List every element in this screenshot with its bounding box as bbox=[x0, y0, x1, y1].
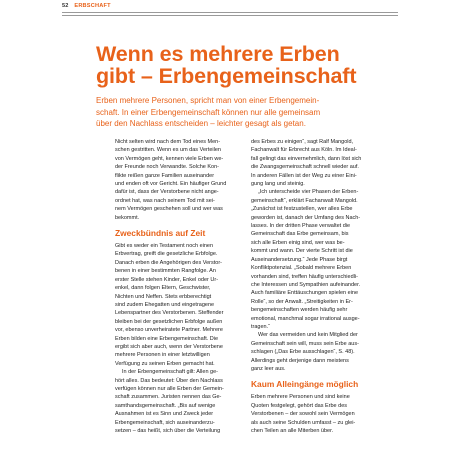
text-line: als auch seine Schulden umfasst – zu glei- bbox=[251, 419, 356, 426]
text-line: Rolle“, so der Anwalt. „Streitigkeiten in Er- bbox=[251, 298, 353, 305]
page-header bbox=[62, 3, 111, 9]
text-line: samthandsgemeinschaft. „Bis auf wenige bbox=[115, 402, 216, 409]
text-line: Erbvertrag, greift die gesetzliche Erbfolge. bbox=[115, 251, 218, 258]
text-line: die Zwangsgemeinschaft schnell wieder auf. bbox=[251, 164, 359, 171]
text-line: der Freunde noch Verwandte. Solche Kon- bbox=[115, 164, 219, 171]
text-line: Nicht selten wird nach dem Tod eines Men- bbox=[115, 139, 221, 145]
text-line: ergibt sich aber auch, wenn der Verstorbene bbox=[115, 343, 223, 350]
text-line: Lebenspartner des Verstorbenen. Steffender bbox=[115, 310, 224, 317]
text-line: verfügen können nur alle Erben der Gemein- bbox=[115, 385, 224, 392]
section-label: ERBSCHAFT bbox=[74, 3, 111, 9]
text-line: kommt und wann. Der vierte Schritt ist die bbox=[251, 248, 353, 255]
text-line: ganz leer aus. bbox=[251, 365, 286, 372]
left-column bbox=[115, 138, 245, 435]
text-line: Verfügung zu seinen Erben gemacht hat. bbox=[115, 360, 215, 367]
intro-line: schaft. In einer Erbengemeinschaft können nur alle gemeinsam bbox=[96, 107, 321, 117]
paragraph bbox=[115, 138, 245, 222]
text-line: che Interessen und Sympathien aufeinander. bbox=[251, 281, 361, 288]
text-line: vorhanden sind, treffen häufig unterschiedli- bbox=[251, 273, 358, 280]
text-line: geworden ist, danach der Umfang des Nach- bbox=[251, 214, 361, 221]
text-line: Quoten festgelegt, gehört das Erbe des bbox=[251, 402, 348, 409]
text-line: Erben mehrere Personen und sind keine bbox=[251, 394, 350, 401]
text-line: gung lang und steinig. bbox=[251, 181, 305, 188]
header-rule bbox=[62, 12, 398, 13]
text-line: Verstorbenen – der sowohl sein Vermögen bbox=[251, 411, 355, 418]
text-line: sind zudem Ehegatten und eingetragene bbox=[115, 301, 215, 308]
text-line: Danach erben die Angehörigen des Verstor- bbox=[115, 259, 223, 266]
text-line: Fachanwalt für Erbrecht aus Köln. Im Ideal- bbox=[251, 147, 357, 154]
text-line: von Vermögen geht, kennen viele Erben we- bbox=[115, 155, 224, 162]
header-rule-lower bbox=[62, 15, 398, 16]
text-line: Auseinandersetzung.“ Jede Phase birgt bbox=[251, 256, 348, 263]
text-line: schen gestritten. Wenn es um das Verteilen bbox=[115, 147, 221, 154]
text-line: tragen.“ bbox=[251, 323, 270, 330]
text-line: lasses. In der dritten Phase verwaltet die bbox=[251, 223, 351, 230]
page-number: 52 bbox=[62, 3, 69, 9]
text-line: emotional, manchmal sogar irrational ausge- bbox=[251, 315, 360, 322]
paragraph bbox=[251, 331, 386, 373]
text-line: bekommt. bbox=[115, 214, 140, 221]
text-line: Wer das vermeiden und kein Mitglied der bbox=[258, 332, 358, 339]
text-line: „Ich unterscheide vier Phasen der Erben- bbox=[258, 189, 359, 196]
paragraph bbox=[115, 242, 245, 368]
section-heading: Kaum Alleingänge möglich bbox=[251, 379, 359, 390]
text-line: setzen – das heißt, sich über die Verteilung bbox=[115, 428, 221, 434]
text-line: Erbengemeinschaft, sich auseinanderzu- bbox=[115, 419, 215, 426]
paragraph bbox=[251, 138, 386, 188]
intro-line: über den Nachlass entscheiden – leichter gesagt als getan. bbox=[96, 119, 306, 128]
text-line: „Zunächst ist festzustellen, wer alles Erbe bbox=[251, 206, 353, 213]
intro-line: Erben mehrere Personen, spricht man von einer Erbengemein- bbox=[96, 96, 320, 105]
text-line: sich alle Erben einig sind, wer was be- bbox=[251, 239, 345, 246]
text-line: mehrere Personen in einer letztwilligen bbox=[115, 352, 210, 359]
text-line: nem Vermögen geschehen soll und wer was bbox=[115, 206, 223, 213]
paragraph bbox=[115, 368, 245, 435]
text-line: des Erbes zu einigen“, sagt Ralf Mangold, bbox=[251, 139, 354, 145]
text-line: hört alles. Das bedeutet: Über den Nachlass bbox=[115, 377, 223, 384]
text-line: ordnet hat, was nach seinem Tod mit sei- bbox=[115, 197, 215, 204]
title-line: Wenn es mehrere Erben bbox=[96, 42, 340, 66]
right-column bbox=[251, 138, 386, 435]
title-line: gibt – Erbengemeinschaft bbox=[96, 63, 357, 88]
text-line: dafür ist, dass der Verstorbene nicht ange- bbox=[115, 189, 219, 196]
text-line: vor, ebenso unverheiratete Partner. Mehrere bbox=[115, 327, 223, 334]
article-intro bbox=[96, 95, 386, 130]
text-line: erster Stelle stehen Kinder, Enkel oder Ur- bbox=[115, 276, 219, 283]
text-line: In anderen Fällen ist der Weg zu einer Eini- bbox=[251, 172, 357, 179]
text-line: flikte reißen ganze Familien auseinander bbox=[115, 172, 215, 179]
text-line: und enden oft vor Gericht. Ein häufiger Grund bbox=[115, 181, 227, 188]
text-line: benen in einer bestimmten Rangfolge. An bbox=[115, 268, 216, 275]
article-title bbox=[96, 44, 426, 87]
text-line: Gemeinschaft sein will, muss sein Erbe aus- bbox=[251, 340, 359, 347]
section-heading: Zweckbündnis auf Zeit bbox=[115, 228, 206, 239]
paragraph bbox=[251, 188, 386, 331]
text-line: Erben bilden eine Erbengemeinschaft. Die bbox=[115, 335, 219, 342]
paragraph bbox=[251, 393, 386, 435]
text-line: Allerdings geht derjenige dann meistens bbox=[251, 357, 349, 364]
text-line: bleiben bei der gesetzlichen Erbfolge außen bbox=[115, 318, 223, 325]
text-line: Nichten und Neffen. Stets erbberechtigt bbox=[115, 293, 212, 300]
text-line: schlagen („Das Erbe ausschlagen“, S. 48). bbox=[251, 349, 355, 356]
text-line: bengemeinschaften werden häufig sehr bbox=[251, 307, 348, 314]
text-line: Gibt es weder ein Testament noch einen bbox=[115, 243, 214, 250]
text-line: gemeinschaft“, erklärt Fachanwalt Mangold. bbox=[251, 197, 358, 204]
text-line: chen Teilen an alle Miterben über. bbox=[251, 428, 334, 434]
text-line: Gemeinschaft das Erbe gemeinsam, bis bbox=[251, 231, 349, 238]
text-line: enkel, dann folgen Eltern, Geschwister, bbox=[115, 285, 211, 292]
text-line: fall gelingt das einvernehmlich, dann löst sich bbox=[251, 155, 362, 162]
text-line: Auch familiäre Enttäuschungen spielen eine bbox=[251, 290, 359, 297]
text-line: In der Erbengemeinschaft gilt: Allen ge- bbox=[122, 369, 219, 376]
text-line: Ausnahmen ist es Sinn und Zweck jeder bbox=[115, 411, 214, 418]
text-line: Konfliktpotenzial. „Sobald mehrere Erben bbox=[251, 265, 352, 272]
text-line: schaft zusammen. Juristen nennen das Ge- bbox=[115, 394, 222, 401]
